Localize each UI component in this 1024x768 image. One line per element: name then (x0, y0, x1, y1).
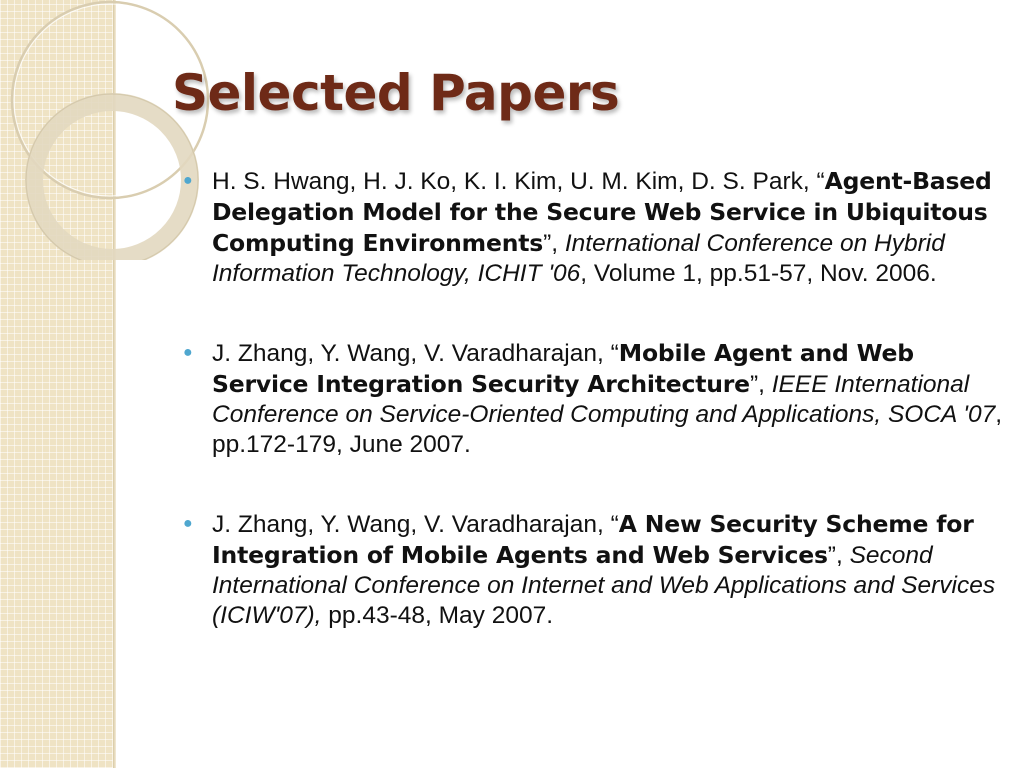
paper-title: A New Security Scheme for Integration of Mobile Agents and Web Services (212, 510, 974, 569)
paper-venue: International Conference on Hybrid Information Technology, ICHIT '06 (212, 230, 945, 287)
paper-details: , pp.172-179, June 2007. (212, 401, 1003, 458)
decorative-circles-icon (0, 0, 240, 260)
paper-venue: Second International Conference on Internet and Web Applications and Services (ICIW'07), (212, 542, 996, 629)
slide-title: Selected Papers (172, 64, 620, 122)
paper-title: Mobile Agent and Web Service Integration Security Architecture (212, 339, 914, 398)
paper-authors: J. Zhang, Y. Wang, V. Varadharajan, “ (212, 340, 619, 367)
paper-venue: IEEE International Conference on Service-Oriented Computing and Applications, SOCA '07 (212, 371, 996, 428)
paper-details: , Volume 1, pp.51-57, Nov. 2006. (580, 260, 937, 287)
paper-title-close: ”, (749, 371, 772, 398)
paper-list (183, 166, 1003, 680)
paper-item (183, 338, 1003, 460)
bullet-dot-icon: ● (183, 344, 193, 361)
paper-details: pp.43-48, May 2007. (321, 602, 554, 629)
paper-item (183, 509, 1002, 631)
bullet-dot-icon: ● (183, 515, 193, 532)
paper-item (183, 166, 1002, 289)
bullet-dot-icon: ● (183, 172, 193, 189)
paper-authors: H. S. Hwang, H. J. Ko, K. I. Kim, U. M. Kim, D. S. Park, “ (212, 168, 825, 195)
paper-title-close: ”, (827, 542, 850, 569)
paper-title-close: ”, (543, 230, 565, 257)
paper-authors: J. Zhang, Y. Wang, V. Varadharajan, “ (212, 511, 619, 538)
paper-title: Agent-Based Delegation Model for the Secure Web Service in Ubiquitous Computing Environments (212, 167, 992, 257)
